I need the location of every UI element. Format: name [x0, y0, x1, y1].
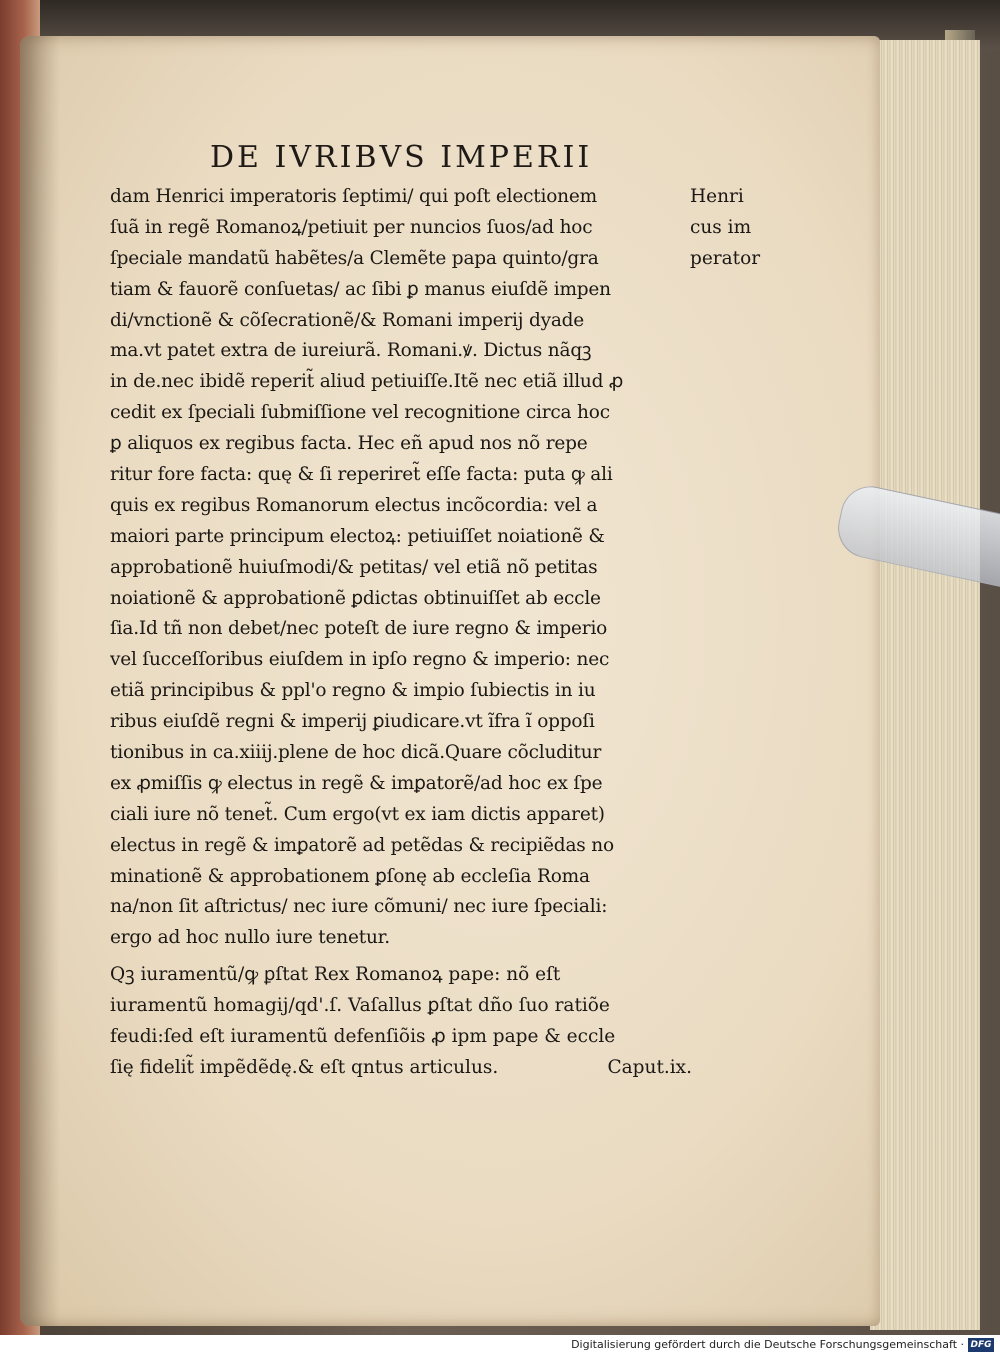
text-line: maiori parte principum electoꝝ: petiuiſſet noiationẽ & — [110, 525, 605, 547]
text-line: dam Henrici imperatoris ſeptimi/ qui poſt electionem — [110, 186, 597, 207]
text-line: ritur fore facta: quę & ſi reperiret̃ eſſe facta: puta ꝙ ali — [110, 464, 613, 486]
text-line: tionibus in ca.xiiij.plene de hoc dicã.Quare cõcluditur — [110, 742, 602, 764]
page-edges — [870, 40, 980, 1330]
text-line: etiã principibus & ppl'o regno & impio ſubiectis in iu — [110, 680, 596, 702]
chapter-line: iuramentũ homagij/qd'.ſ. Vaſallus ꝑſtat dño ſuo ratiõe — [110, 994, 610, 1016]
gutter-shadow — [20, 36, 60, 1326]
text-line: minationẽ & approbationem ꝑſonę ab eccleſia Roma — [110, 865, 590, 887]
margin-note-line: cus im — [690, 216, 752, 238]
chapter-line: Qꝫ iuramentũ/ꝙ ꝑſtat Rex Romanoꝝ pape: nõ eſt — [110, 964, 561, 985]
text-line: tiam & fauorẽ conſuetas/ ac ſibi ꝑ manus eiuſdẽ impen — [110, 278, 611, 300]
text-line: na/non ſit aſtrictus/ nec iure cõmuni/ nec iure ſpeciali: — [110, 896, 608, 918]
text-line: cedit ex ſpeciali ſubmiſſione vel recognitione circa hoc — [110, 402, 610, 424]
margin-note — [690, 182, 785, 275]
text-line: ribus eiuſdẽ regni & imperij ꝑiudicare.vt ĩfra ĩ oppoſi — [110, 711, 595, 733]
text-line: noiationẽ & approbationẽ ꝑdictas obtinuiſſet ab eccle — [110, 587, 601, 609]
chapter-line: feudi:ſed eſt iuramentũ defenſiõis ꝓ ipm pape & eccle — [110, 1025, 616, 1047]
text-line: vel ſucceſſoribus eiuſdem in ipſo regno & imperio: nec — [110, 649, 610, 671]
text-line: ex ꝓmiſſis ꝙ electus in regẽ & imꝑatorẽ/ad hoc ex ſpe — [110, 772, 603, 794]
text-line: electus in regẽ & imꝑatorẽ ad petẽdas & recipiẽdas no — [110, 834, 614, 856]
text-line: in de.nec ibidẽ reperit̃ aliud petiuiſſe.Itẽ nec etiã illud ꝓ — [110, 371, 624, 393]
text-line: ma.vt patet extra de iureiurã. Romani.ꝟ. Dictus nãqꝫ — [110, 340, 592, 362]
funding-note: Digitalisierung gefördert durch die Deutsche Forschungsgemeinschaft · — [571, 1338, 964, 1351]
dfg-logo: DFG — [968, 1338, 994, 1352]
text-line: ſia.Id tñ non debet/nec poteſt de iure regno & imperio — [110, 618, 608, 640]
text-line: ſpeciale mandatũ habẽtes/a Clemẽte papa quinto/gra — [110, 247, 599, 269]
text-line: quis ex regibus Romanorum electus incõcordia: vel a — [110, 494, 598, 516]
text-line: approbationẽ huiuſmodi/& petitas/ vel etiã nõ petitas — [110, 556, 598, 578]
chapter-line: ſię fidelit̃ impẽdẽdę.& eſt qntus articulus. Caput.ix. — [110, 1053, 700, 1084]
text-line: ciali iure nõ tenet̃. Cum ergo(vt ex iam dictis apparet) — [110, 803, 605, 825]
footer-bar — [0, 1335, 1000, 1356]
margin-note-line: Henri — [690, 186, 744, 207]
margin-note-line: perator — [690, 247, 761, 269]
text-line: ſuã in regẽ Romanoꝝ/petiuit per nuncios ſuos/ad hoc — [110, 216, 593, 238]
chapter-label: Caput.ix. — [607, 1056, 692, 1078]
running-heading: DE IVRIBVS IMPERII — [210, 140, 593, 175]
text-line: ꝑ aliquos ex regibus facta. Hec eñ apud nos nõ repe — [110, 433, 588, 455]
text-line: di/vnctionẽ & cõſecrationẽ/& Romani imperij dyade — [110, 309, 585, 331]
body-text — [110, 182, 690, 954]
text-line: ergo ad hoc nullo iure tenetur. — [110, 927, 390, 949]
chapter-summary — [110, 960, 700, 1084]
